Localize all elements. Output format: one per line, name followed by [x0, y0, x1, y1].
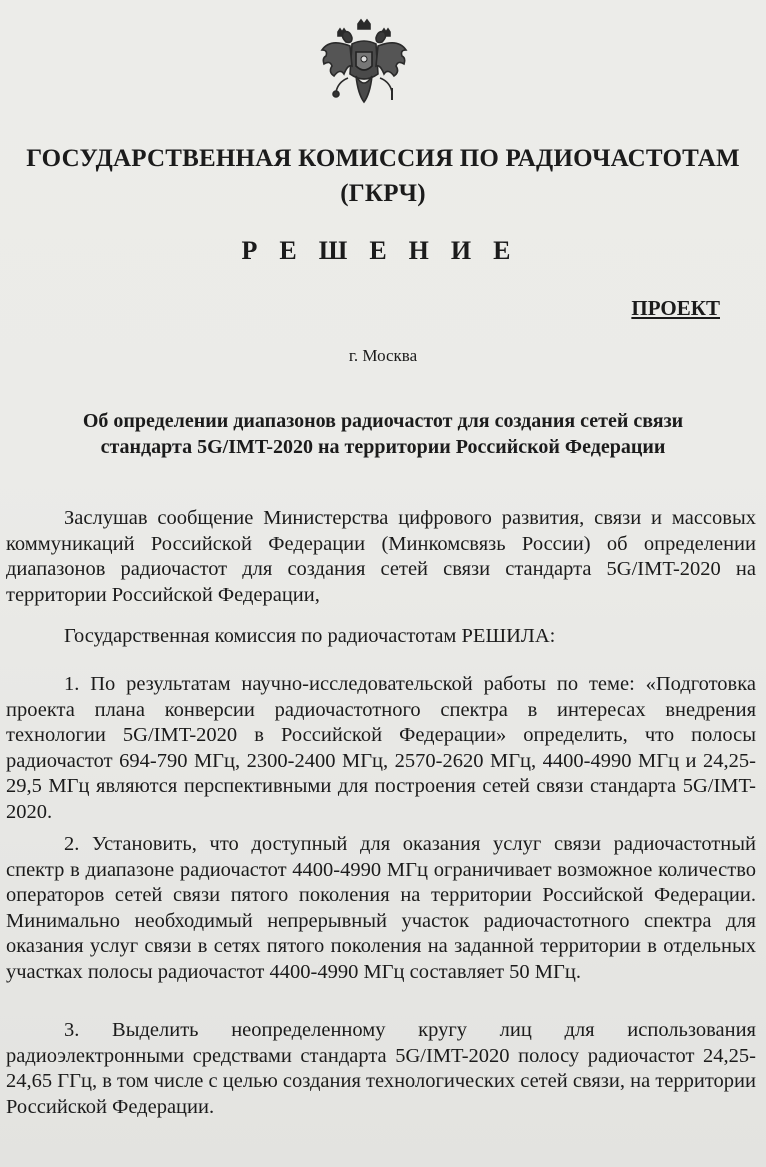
subject-line-1: Об определении диапазонов радиочастот для создания сетей связи [82, 410, 684, 432]
decision-item-2: 2. Установить, что доступный для оказания услуг связи радиочастотный спектр в диапазоне радиочастот 4400-4990 МГц ограничивает возможное количество операторов сетей связи пятого поколения на территории Российской Федерации. Минимально необходимый непрерывный участок радиочастотного спектра для оказания услуг связи в сетях пятого поколения на заданной территории в отдельных участках полосы радиочастот 4400-4990 МГц составляет 50 МГц. [6, 833, 756, 983]
intro-paragraph: Заслушав сообщение Министерства цифрового развития, связи и массовых коммуникаций Российской Федерации (Минкомсвязь России) об определении диапазонов радиочастот для создания сетей связи стандарта 5G/IMT-2020 на территории Российской Федерации, [6, 507, 756, 606]
city-label: г. Москва [348, 346, 418, 365]
document-subject [0, 408, 766, 460]
document-type-heading: РЕШЕНИЕ [241, 236, 533, 265]
decision-item-1: 1. По результатам научно-исследовательской работы по теме: «Подготовка проекта плана конверсии радиочастотного спектра в интересах внедрения технологии 5G/IMT-2020 в Российской Федерации» определить, что полосы радиочастот 694-790 МГц, 2300-2400 МГц, 2570-2620 МГц, 4400-4990 МГц и 24,25-29,5 МГц являются перспективными для построения сетей связи стандарта 5G/IMT-2020. [6, 673, 756, 823]
subject-line-2: стандарта 5G/IMT-2020 на территории Российской Федерации [100, 436, 666, 458]
organization-title: ГОСУДАРСТВЕННАЯ КОМИССИЯ ПО РАДИОЧАСТОТАМ [26, 145, 740, 172]
russian-coat-of-arms-icon [318, 18, 410, 118]
draft-label: ПРОЕКТ [631, 296, 720, 320]
organization-abbreviation: (ГКРЧ) [340, 180, 426, 207]
decision-item-3: 3. Выделить неопределенному кругу лиц для использования радиоэлектронными средствами стандарта 5G/IMT-2020 полосу радиочастот 24,25-24,65 ГГц, в том числе с целью создания технологических сетей связи, на территории Российской Федерации. [6, 1019, 756, 1118]
resolution-statement: Государственная комиссия по радиочастотам РЕШИЛА: [64, 625, 556, 647]
